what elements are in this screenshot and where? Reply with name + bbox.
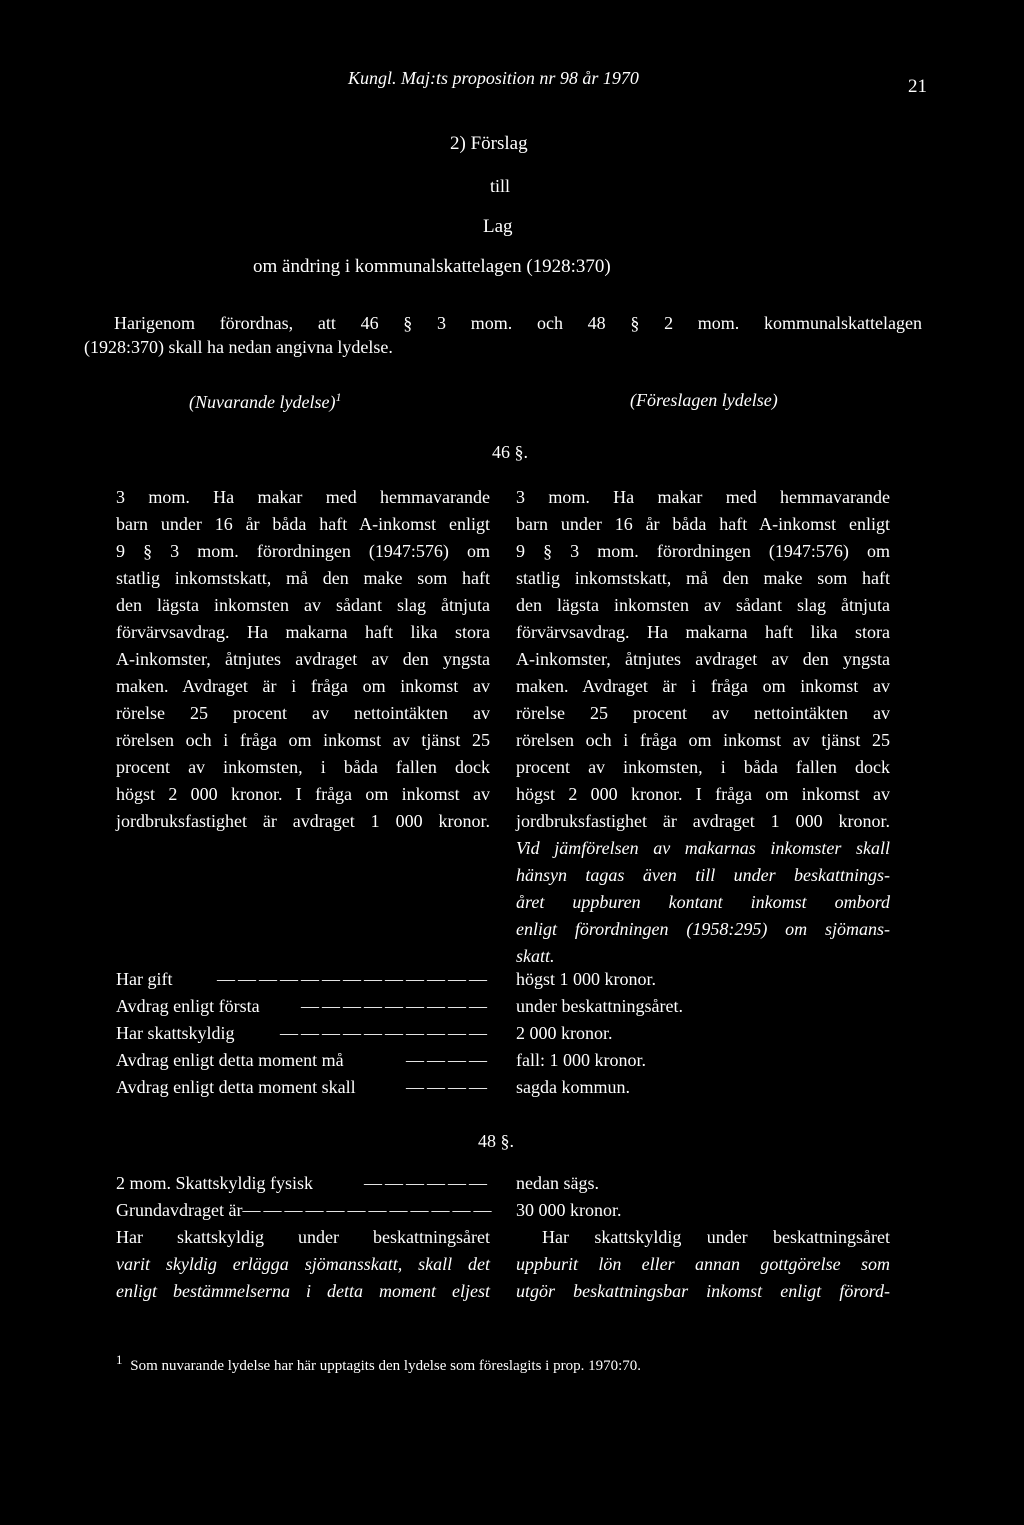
dash-leader: —————————— bbox=[280, 1023, 490, 1043]
title-law-name: om ändring i kommunalskattelagen (1928:370) bbox=[253, 256, 611, 277]
list-item-label: Avdrag enligt första bbox=[116, 996, 260, 1016]
text-line: A-inkomster, åtnjutes avdraget av den yngsta bbox=[516, 649, 890, 669]
sec46-left-text bbox=[116, 484, 490, 835]
italic-line: enligt förordningen (1958:295) om sjömans- bbox=[516, 919, 890, 939]
italic-line: Vid jämförelsen av makarnas inkomster skall bbox=[516, 838, 890, 858]
italic-line: enligt bestämmelserna i detta moment eljest bbox=[116, 1281, 490, 1301]
sec48-left-text bbox=[116, 1170, 495, 1305]
text-line: den lägsta inkomsten av sådant slag åtnjuta bbox=[116, 595, 490, 615]
text-line: förvärvsavdrag. Ha makarna haft lika stora bbox=[516, 622, 890, 642]
list-item-label: Avdrag enligt detta moment må bbox=[116, 1050, 344, 1070]
text-line: barn under 16 år båda haft A-inkomst enligt bbox=[516, 514, 890, 534]
italic-line: varit skyldig erlägga sjömansskatt, skall det bbox=[116, 1254, 490, 1274]
sec48-right-text bbox=[516, 1170, 890, 1305]
text-line: rörelsen och i fråga om inkomst av tjänst 25 bbox=[516, 730, 890, 750]
footnote-text: Som nuvarande lydelse har här upptagits den lydelse som föreslagits i prop. 1970:70. bbox=[130, 1358, 641, 1374]
italic-line: hänsyn tagas även till under beskattnings- bbox=[516, 865, 890, 885]
sec46-left-list bbox=[116, 966, 490, 1101]
running-title: Kungl. Maj:ts proposition nr 98 år 1970 bbox=[348, 68, 639, 88]
list-item-label: Grundavdraget är bbox=[116, 1200, 243, 1220]
list-item bbox=[116, 1170, 490, 1197]
text-line: högst 2 000 kronor. I fråga om inkomst av bbox=[516, 784, 890, 804]
list-item-label: 2 mom. Skattskyldig fysisk bbox=[116, 1173, 314, 1193]
text-line: procent av inkomsten, i båda fallen dock bbox=[116, 757, 490, 777]
section-48-label: 48 §. bbox=[478, 1131, 514, 1151]
text-line: jordbruksfastighet är avdraget 1 000 kronor. bbox=[516, 811, 890, 831]
text-line: 3 mom. Ha makar med hemmavarande bbox=[116, 487, 490, 507]
sec46-right-text bbox=[516, 484, 890, 970]
text-line: A-inkomster, åtnjutes avdraget av den yngsta bbox=[116, 649, 490, 669]
list-item: 2 000 kronor. bbox=[516, 1023, 613, 1043]
list-item bbox=[116, 1047, 490, 1074]
title-till: till bbox=[490, 176, 511, 196]
list-item: högst 1 000 kronor. bbox=[516, 969, 657, 989]
italic-line: uppburit lön eller annan gottgörelse som bbox=[516, 1254, 890, 1274]
text-line: maken. Avdraget är i fråga om inkomst av bbox=[516, 676, 890, 696]
intro-line-2: (1928:370) skall ha nedan angivna lydelse. bbox=[84, 337, 393, 357]
text-line: nedan sägs. bbox=[516, 1173, 599, 1193]
text-line: högst 2 000 kronor. I fråga om inkomst av bbox=[116, 784, 490, 804]
page-number: 21 bbox=[908, 76, 927, 97]
italic-line: utgör beskattningsbar inkomst enligt förord- bbox=[516, 1281, 890, 1301]
text-line: rörelse 25 procent av nettointäkten av bbox=[116, 703, 490, 723]
title-lag: Lag bbox=[483, 216, 513, 237]
italic-line: året uppburen kontant inkomst ombord bbox=[516, 892, 890, 912]
list-item: sagda kommun. bbox=[516, 1077, 630, 1097]
text-line: 9 § 3 mom. förordningen (1947:576) om bbox=[516, 541, 890, 561]
dash-leader: ———————————— bbox=[242, 1200, 495, 1220]
dash-leader: ————————— bbox=[301, 996, 490, 1016]
list-item bbox=[116, 966, 490, 993]
text-line: statlig inkomstskatt, må den make som haft bbox=[116, 568, 490, 588]
footnote bbox=[116, 1352, 641, 1375]
section-46-label: 46 §. bbox=[492, 442, 528, 462]
text-line: förvärvsavdrag. Ha makarna haft lika stora bbox=[116, 622, 490, 642]
text-line: jordbruksfastighet är avdraget 1 000 kronor. bbox=[116, 811, 490, 831]
dash-leader: ———— bbox=[406, 1077, 490, 1097]
list-item-label: Har gift bbox=[116, 969, 173, 989]
text-line: statlig inkomstskatt, må den make som haft bbox=[516, 568, 890, 588]
dash-leader: ————————————— bbox=[217, 969, 490, 989]
text-line: rörelse 25 procent av nettointäkten av bbox=[516, 703, 890, 723]
footnote-ref: 1 bbox=[335, 390, 342, 404]
list-item bbox=[116, 1020, 490, 1047]
text-line: rörelsen och i fråga om inkomst av tjänst 25 bbox=[116, 730, 490, 750]
text-line: procent av inkomsten, i båda fallen dock bbox=[516, 757, 890, 777]
list-item bbox=[116, 1197, 495, 1224]
text-line: barn under 16 år båda haft A-inkomst enligt bbox=[116, 514, 490, 534]
list-item bbox=[116, 1074, 490, 1101]
text-line: 30 000 kronor. bbox=[516, 1200, 622, 1220]
right-column-heading: (Föreslagen lydelse) bbox=[630, 390, 778, 410]
footnote-marker: 1 bbox=[116, 1352, 123, 1367]
list-item-label: Avdrag enligt detta moment skall bbox=[116, 1077, 356, 1097]
dash-leader: —————— bbox=[364, 1173, 490, 1193]
left-column-heading: (Nuvarande lydelse)$^1$ bbox=[189, 390, 342, 412]
dash-leader: ———— bbox=[406, 1050, 490, 1070]
list-item: under beskattningsåret. bbox=[516, 996, 683, 1016]
text-line: maken. Avdraget är i fråga om inkomst av bbox=[116, 676, 490, 696]
sec46-right-list bbox=[516, 966, 890, 1101]
text-line: den lägsta inkomsten av sådant slag åtnjuta bbox=[516, 595, 890, 615]
italic-line: skatt. bbox=[516, 946, 555, 966]
text-line: Har skattskyldig under beskattningsåret bbox=[116, 1227, 490, 1247]
list-item bbox=[116, 993, 490, 1020]
list-item: fall: 1 000 kronor. bbox=[516, 1050, 646, 1070]
list-item-label: Har skattskyldig bbox=[116, 1023, 235, 1043]
intro-line-1: Harigenom förordnas, att 46 § 3 mom. och 48 § 2 mom. kommunalskattelagen bbox=[114, 313, 922, 333]
text-line: 9 § 3 mom. förordningen (1947:576) om bbox=[116, 541, 490, 561]
text-line: 3 mom. Ha makar med hemmavarande bbox=[516, 487, 890, 507]
title-forslag: 2) Förslag bbox=[450, 133, 528, 154]
text-line: Har skattskyldig under beskattningsåret bbox=[542, 1227, 890, 1247]
